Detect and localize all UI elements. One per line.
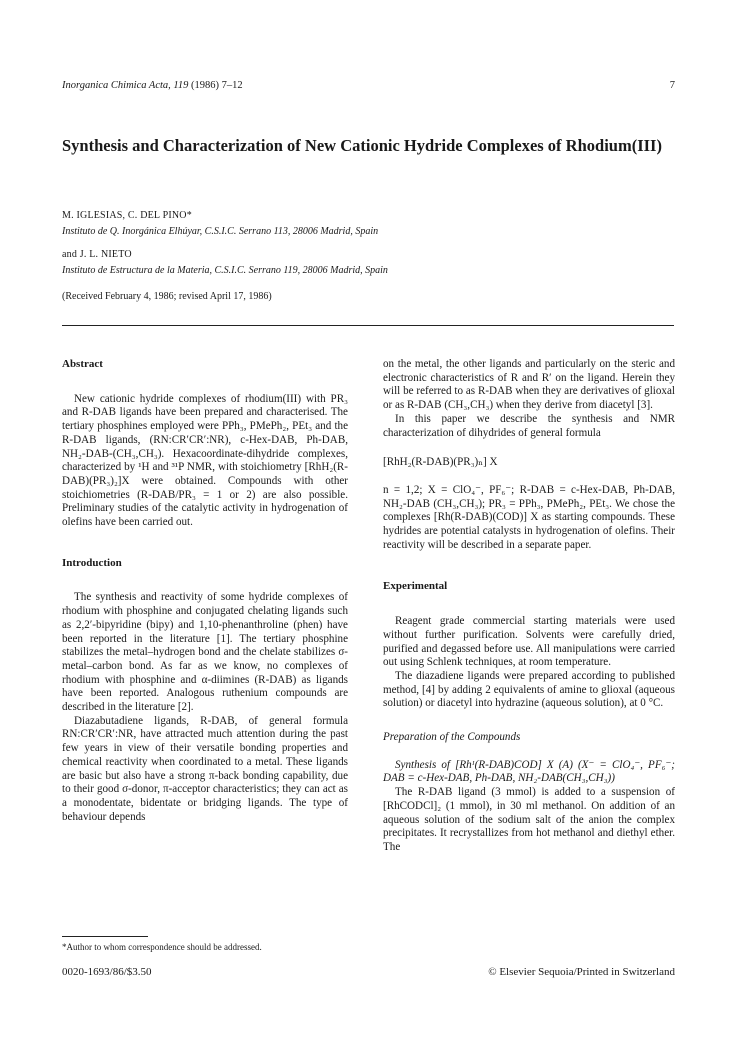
synthesis-heading: Synthesis of [Rhᴵ(R-DAB)COD] X (A) (X⁻ = ClO₄⁻, PF₆⁻; DAB = c-Hex-DAB, Ph-DAB, NH₂-DAB(CH₃,CH₃))	[383, 758, 675, 785]
affiliation-secondary: Instituto de Estructura de la Materia, C.S.I.C. Serrano 119, 28006 Madrid, Spain	[62, 265, 388, 276]
header-rule	[62, 325, 674, 326]
journal-volume: 119	[173, 80, 189, 91]
affiliation-primary: Instituto de Q. Inorgánica Elhúyar, C.S.I.C. Serrano 113, 28006 Madrid, Spain	[62, 226, 379, 237]
introduction-heading: Introduction	[62, 556, 122, 569]
received-dates: (Received February 4, 1986; revised April 17, 1986)	[62, 291, 272, 302]
introduction-paragraph-2-continued: on the metal, the other ligands and particularly on the steric and electronic characteristics of R and R′ on the ligand. Herein they will be referred to as R-DAB when they are derivatives of glioxal or as R-DAB (CH₃,CH₃) when they derive from diacetyl [3].	[383, 358, 675, 412]
running-head	[62, 80, 675, 91]
journal-name: Inorganica Chimica Acta,	[62, 80, 171, 91]
introduction-paragraph-4: n = 1,2; X = ClO₄⁻, PF₆⁻; R-DAB = c-Hex-DAB, Ph-DAB, NH₂-DAB (CH₃,CH₃); PR₃ = PPh₃, PMePh₂, PEt₃. We chose the complexes [Rh(R-DAB)(COD)] X as starting compounds. These hydrides are potential catalysts in hydrogenation of olefins. Their reactivity will be described in a separate paper.	[383, 483, 675, 551]
article-title: Synthesis and Characterization of New Cationic Hydride Complexes of Rhodium(III)	[62, 136, 662, 155]
introduction-paragraph-1: The synthesis and reactivity of some hydride complexes of rhodium with phosphine and conjugated chelating ligands such as 2,2′-bipyridine (bipy) and 1,10-phenanthroline (phen) have been reported in the literature [1]. The tertiary phosphine stabilizes the metal–hydrogen bond and the chelate stabilizes σ-metal–carbon bond. As far as we know, no complexes of rhodium with phosphine and α-diimines (R-DAB) as ligands have been reported. Analogous ruthenium compounds are described in the literature [2].	[62, 591, 348, 714]
authors-secondary: and J. L. NIETO	[62, 249, 132, 260]
preparation-subheading: Preparation of the Compounds	[383, 731, 521, 744]
experimental-paragraph-2: The diazadiene ligands were prepared according to published method, [4] by adding 2 equivalents of amine to glioxal (aqueous solution) or diacetyl into hydrazine (aqueous solution), at 0 °C.	[383, 669, 675, 710]
correspondence-footnote: *Author to whom correspondence should be addressed.	[62, 942, 262, 952]
introduction-paragraph-3: In this paper we describe the synthesis and NMR characterization of dihydrides of general formula	[383, 412, 675, 439]
publisher-line: © Elsevier Sequoia/Printed in Switzerland	[488, 966, 675, 978]
footnote-rule	[62, 936, 148, 937]
authors-primary: M. IGLESIAS, C. DEL PINO*	[62, 210, 192, 221]
experimental-paragraph-1: Reagent grade commercial starting materials were used without further purification. Solvents were carefully dried, purified and degassed before use. All manipulations were carried out using Schlenk techniques, at room temperature.	[383, 615, 675, 669]
experimental-heading: Experimental	[383, 580, 448, 593]
introduction-paragraph-2: Diazabutadiene ligands, R-DAB, of general formula RN:CR′CR′:NR, have attracted much attention during the past few years in view of their versatile bonding properties and chemical reactivity when coordinated to a metal. These ligands are basic but also have a strong π-back bonding capability, due to their good σ-donor, π-acceptor characteristics; they can act as a monodentate, bidentate or bridging ligands. The type of behaviour depends	[62, 714, 348, 823]
general-formula: [RhH₂(R-DAB)(PR₃)ₙ] X	[383, 456, 498, 469]
article-code: 0020-1693/86/$3.50	[62, 966, 152, 978]
abstract-heading: Abstract	[62, 358, 103, 370]
left-column	[62, 358, 348, 824]
right-column	[383, 358, 675, 855]
page-number: 7	[669, 80, 675, 91]
synthesis-paragraph: The R-DAB ligand (3 mmol) is added to a suspension of [RhCODCl]₂ (1 mmol), in 30 ml methanol. On addition of an aqueous solution of the sodium salt of the anion the complex precipitates. It recrystallizes from hot methanol and diethyl ether. The	[383, 786, 675, 853]
journal-year-pages: (1986) 7–12	[191, 80, 243, 91]
abstract-text: New cationic hydride complexes of rhodium(III) with PR₃ and R-DAB ligands have been prepared and characterised. The tertiary phosphines employed were PPh₃, PMePh₂, PEt₃ and the R-DAB ligands, (RN:CR′CR′:NR), c-Hex-DAB, Ph-DAB, NH₂-DAB-(CH₃,CH₃). Hexacoordinate-dihydride complexes, characterized by ¹H and ³¹P NMR, with stoichiometry [RhH₂(R-DAB)(PR₃)₂]X were obtained. Compounds with other stoichiometries (R-DAB/PR₃ = 1 or 2) are also possible. Preliminary studies of the catalytic activity in hydrogenation of olefins have been carried out.	[62, 392, 348, 529]
